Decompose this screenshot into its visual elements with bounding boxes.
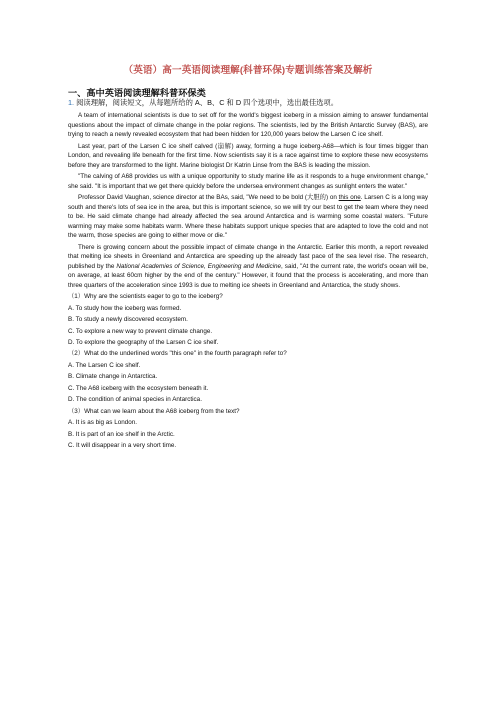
question-2-option-a: A. The Larsen C ice shelf.	[68, 361, 141, 369]
question-1-option-b: B. To study a newly discovered ecosystem.	[68, 316, 188, 324]
passage-paragraph-4	[68, 193, 428, 241]
question-number: 1.	[68, 98, 75, 107]
question-3-option-c: C. It will disappear in a very short time.	[68, 441, 177, 449]
reading-passage	[68, 111, 428, 452]
p5-text-before: There is growing concern about the possible impact of climate change in the Antarctic. Earlier this month, a report revealed that melting ice sheets in Greenland and Antarctica are speeding up the already fast pace of the sea level rise. The research, published by the	[68, 243, 428, 270]
p4-text-before: Professor David Vaughan, science director at the BAs, said, "We need to be bold (大胆的) on	[78, 194, 339, 202]
question-instruction-text: 阅读理解，阅读短文，从每题所给的 A、B、C 和 D 四个选项中，选出最佳选项。	[76, 98, 339, 107]
passage-paragraph-1: A team of international scientists is due to set off for the world's biggest iceberg in a mission aiming to answer fundamental questions about the impact of climate change in the polar regions. The scientists, led by the British Antarctic Survey (BAS), are trying to reach a newly revealed ecosystem that had been hidden for 120,000 years below the Larsen C ice shelf.	[68, 112, 428, 139]
question-1-option-c: C. To explore a new way to prevent climate change.	[68, 327, 213, 335]
section-heading: 一、高中英语阅读理解科普环保类	[68, 88, 206, 98]
passage-paragraph-3: "The calving of A68 provides us with a unique opportunity to study marine life as it responds to a huge environment change," she said. "It is important that we get there quickly before the undersea environment changes as sunlight enters the water."	[68, 173, 428, 190]
question-2-stem: （2）What do the underlined words "this one" in the fourth paragraph refer to?	[68, 350, 287, 358]
question-2-option-c: C. The A68 iceberg with the ecosystem beneath it.	[68, 384, 209, 392]
question-3-option-b: B. It is part of an ice shelf in the Arctic.	[68, 430, 175, 438]
p4-text-after: . Larsen C is a long way south and there's lots of sea ice in the area, but this is important science, so we will try our best to get the team where they need to be. He said climate change had already affected the sea around Antarctica and is warming some coastal waters. "Future warming may make some habitats warm. Where these habitats support unique species that are adapted to love the cold and not the warm, those species are going to either move or die."	[68, 194, 428, 240]
question-1-option-a: A. To study how the iceberg was formed.	[68, 304, 182, 312]
question-3-option-a: A. It is as big as London.	[68, 419, 137, 427]
question-2-option-b: B. Climate change in Antarctica.	[68, 373, 158, 381]
question-instruction	[68, 98, 338, 108]
publication-name: National Academies of Science, Engineering and Medicine	[116, 262, 282, 270]
question-1-stem: （1）Why are the scientists eager to go to the iceberg?	[68, 293, 223, 301]
passage-paragraph-5	[68, 243, 428, 291]
p5-text-after: , said, "At the current rate, the world's ocean will be, on average, at least 60cm higher by the end of the century." However, it found that the process is accelerating, and more than three quarters of the acceleration since 1993 is due to melting ice sheets in Greenland and Antarctica, the study shows.	[68, 262, 428, 289]
question-1-option-d: D. To explore the geography of the Larsen C ice shelf.	[68, 339, 219, 347]
document-title: （英语）高一英语阅读理解(科普环保)专题训练答案及解析	[123, 65, 373, 76]
underlined-phrase: this one	[338, 194, 361, 202]
question-2-option-d: D. The condition of animal species in Antarctica.	[68, 396, 202, 404]
passage-paragraph-2: Last year, part of the Larsen C ice shelf calved (崩解) away, forming a huge iceberg-A68—which is four times bigger than London, and revealing life beneath for the first time. Now scientists say it is a race against time to explore these new ecosystems before they are transformed to the light. Marine biologist Dr Katrin Linse from the BAS is leading the mission.	[68, 142, 428, 169]
question-3-stem: （3）What can we learn about the A68 iceberg from the text?	[68, 407, 240, 415]
